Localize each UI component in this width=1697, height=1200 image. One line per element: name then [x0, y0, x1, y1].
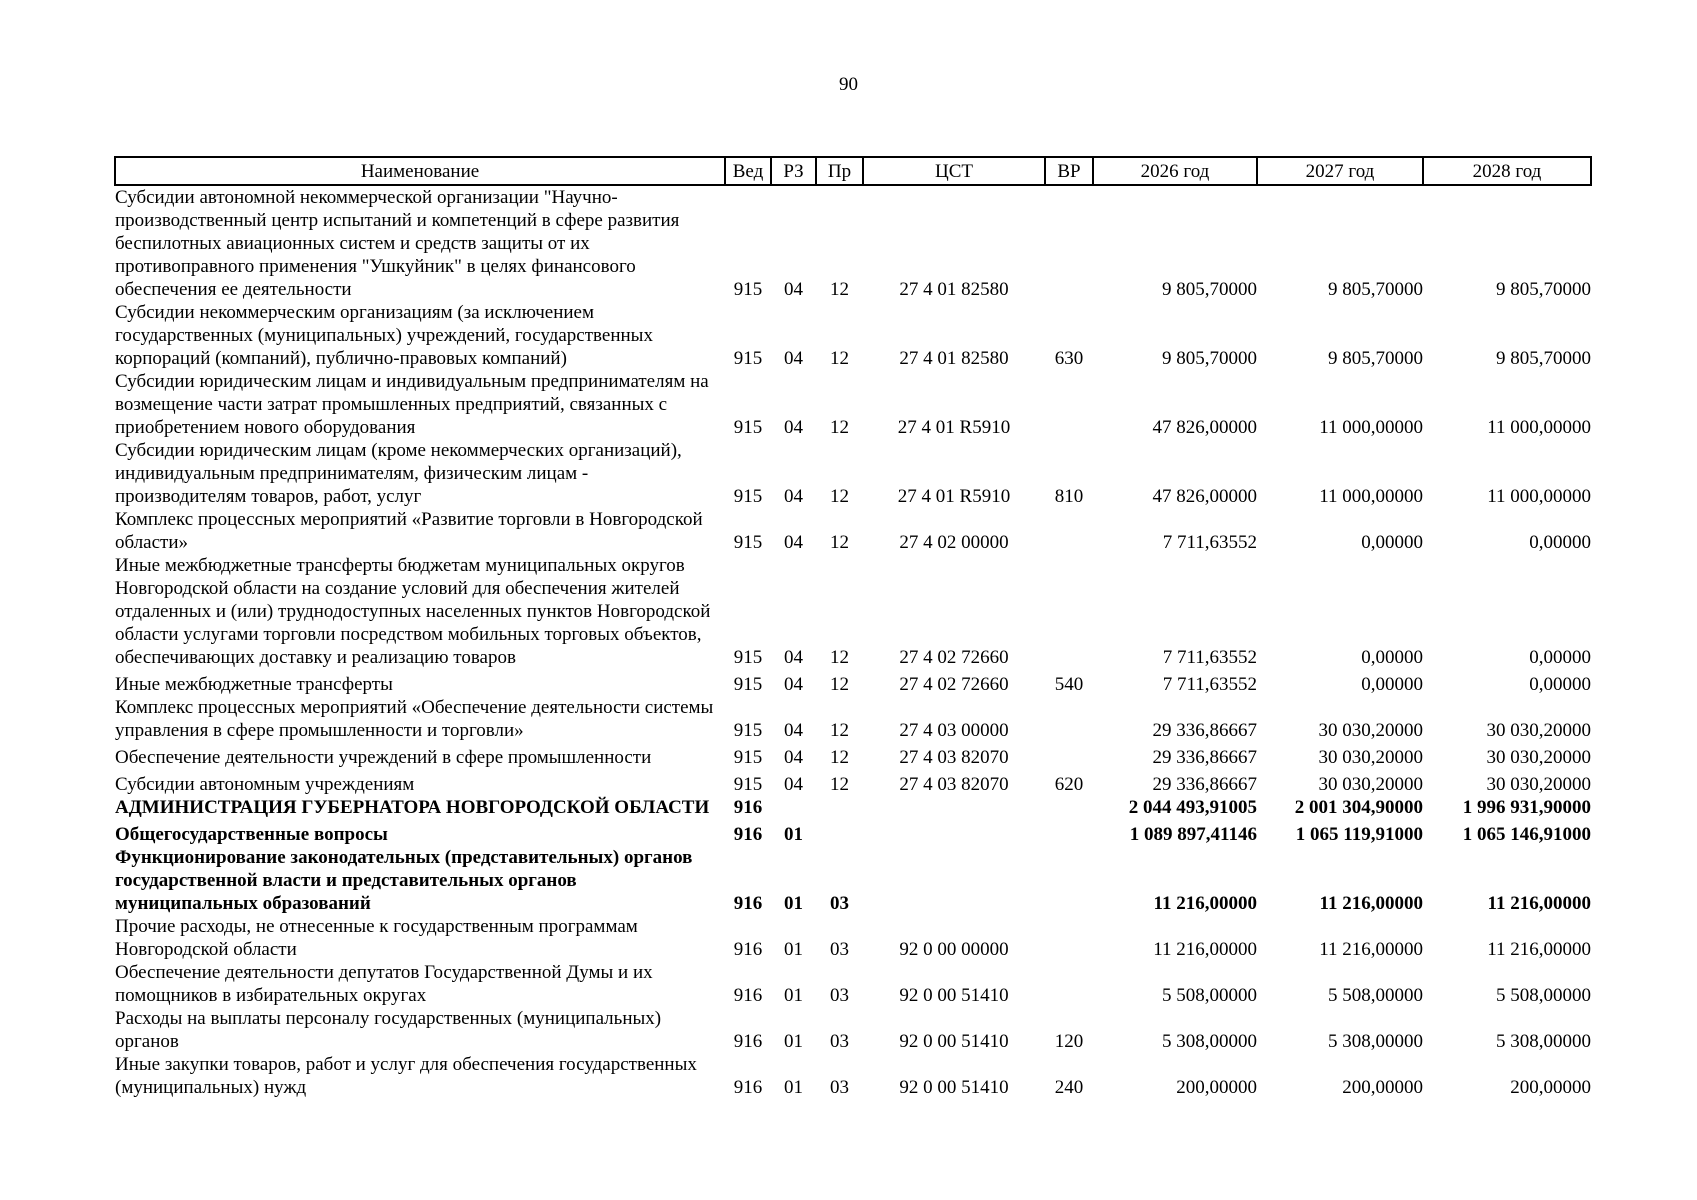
- row-ved: 916: [733, 939, 763, 960]
- row-ved: 916: [733, 1077, 763, 1098]
- row-amount-2027: 2 001 304,90000: [1294, 797, 1423, 818]
- row-amount-2027: 1 065 119,91000: [1295, 824, 1423, 845]
- row-amount-2027: 30 030,20000: [1318, 720, 1423, 741]
- row-ved: 915: [733, 720, 763, 741]
- row-amount-2026: 11 216,00000: [1153, 939, 1257, 960]
- row-amount-2028: 5 508,00000: [1496, 985, 1591, 1006]
- row-vr: [1045, 508, 1093, 554]
- row-rz: 04: [784, 417, 803, 438]
- row-ved: 916: [733, 1031, 763, 1052]
- column-header-2028: 2028 год: [1423, 157, 1591, 185]
- row-rz: 04: [784, 486, 803, 507]
- row-cst: 27 4 03 82070: [899, 747, 1009, 768]
- row-amount-2027: 9 805,70000: [1328, 348, 1423, 369]
- table-row: [115, 846, 1591, 915]
- row-rz: 04: [784, 279, 803, 300]
- row-name: Обеспечение деятельности учреждений в сфере промышленности: [115, 747, 652, 768]
- table-row: [115, 961, 1591, 1007]
- row-rz: 04: [784, 720, 803, 741]
- row-name: Прочие расходы, не отнесенные к государственным программам Новгородской области: [115, 916, 638, 960]
- row-amount-2028: 30 030,20000: [1486, 720, 1591, 741]
- row-name: Субсидии юридическим лицам (кроме некоммерческих организаций), индивидуальным предпринимателям, физическим лицам - производителям товаров, работ, услуг: [115, 440, 682, 507]
- row-rz: 04: [784, 674, 803, 695]
- row-cst: 27 4 01 82580: [899, 348, 1009, 369]
- row-amount-2027: 0,00000: [1361, 674, 1423, 695]
- row-amount-2026: 7 711,63552: [1162, 647, 1257, 668]
- row-ved: 915: [733, 647, 763, 668]
- row-pr: 12: [830, 720, 849, 741]
- row-ved: 916: [733, 824, 763, 845]
- row-pr: 12: [830, 348, 849, 369]
- table-header: [115, 157, 1591, 185]
- row-amount-2028: 30 030,20000: [1486, 774, 1591, 795]
- table-row: [115, 915, 1591, 961]
- row-pr: 03: [830, 893, 849, 914]
- row-amount-2026: 1 089 897,41146: [1129, 824, 1257, 845]
- table-row: [115, 185, 1591, 301]
- row-cst: [863, 846, 1045, 915]
- row-amount-2027: 30 030,20000: [1318, 774, 1423, 795]
- row-amount-2026: 29 336,86667: [1152, 720, 1257, 741]
- row-ved: 915: [733, 486, 763, 507]
- row-amount-2028: 0,00000: [1529, 532, 1591, 553]
- row-vr: [1045, 696, 1093, 742]
- row-vr: [1045, 819, 1093, 846]
- column-header-rz: РЗ: [771, 157, 816, 185]
- row-ved: 915: [733, 348, 763, 369]
- column-header-2026: 2026 год: [1093, 157, 1257, 185]
- row-amount-2026: 2 044 493,91005: [1128, 797, 1257, 818]
- row-amount-2027: 0,00000: [1361, 647, 1423, 668]
- column-header-2027: 2027 год: [1257, 157, 1423, 185]
- row-amount-2027: 11 216,00000: [1319, 893, 1423, 914]
- row-pr: 12: [830, 674, 849, 695]
- row-amount-2028: 5 308,00000: [1496, 1031, 1591, 1052]
- row-cst: 92 0 00 00000: [899, 939, 1009, 960]
- row-vr: [1045, 185, 1093, 301]
- row-name: Субсидии автономной некоммерческой организации "Научно-производственный центр испытаний и компетенций в сфере развития беспилотных авиационных систем и средств защиты от их противоправного применения "Ушкуйник" в целях финансового обеспечения ее деятельности: [115, 187, 680, 300]
- row-rz: 01: [784, 1077, 803, 1098]
- table-row: [115, 769, 1591, 796]
- row-rz: 01: [784, 1031, 803, 1052]
- table-row: [115, 1007, 1591, 1053]
- column-header-vr: ВР: [1045, 157, 1093, 185]
- page-number: 90: [839, 74, 858, 95]
- row-pr: [816, 796, 863, 819]
- row-vr: 540: [1054, 674, 1084, 695]
- table-row: [115, 554, 1591, 669]
- row-amount-2027: 5 508,00000: [1328, 985, 1423, 1006]
- row-vr: [1045, 846, 1093, 915]
- row-cst: 27 4 02 72660: [899, 647, 1009, 668]
- row-amount-2028: 1 996 931,90000: [1462, 797, 1591, 818]
- row-vr: [1045, 915, 1093, 961]
- row-amount-2028: 30 030,20000: [1486, 747, 1591, 768]
- row-cst: 27 4 03 00000: [899, 720, 1009, 741]
- row-amount-2026: 29 336,86667: [1152, 774, 1257, 795]
- row-name: Иные закупки товаров, работ и услуг для обеспечения государственных (муниципальных) нужд: [115, 1054, 697, 1098]
- row-amount-2026: 29 336,86667: [1152, 747, 1257, 768]
- table-row: [115, 742, 1591, 769]
- row-amount-2028: 9 805,70000: [1496, 348, 1591, 369]
- row-rz: 04: [784, 647, 803, 668]
- row-amount-2026: 200,00000: [1176, 1077, 1257, 1098]
- row-pr: 12: [830, 774, 849, 795]
- row-cst: 27 4 03 82070: [899, 774, 1009, 795]
- row-cst: [863, 819, 1045, 846]
- row-vr: [1045, 796, 1093, 819]
- row-name: Иные межбюджетные трансферты бюджетам муниципальных округов Новгородской области на создание условий для обеспечения жителей отдаленных и (или) труднодоступных населенных пунктов Новгородской области услугами торговли посредством мобильных торговых объектов, обеспечивающих доставку и реализацию товаров: [115, 555, 711, 668]
- row-amount-2026: 11 216,00000: [1153, 893, 1257, 914]
- row-name: Комплекс процессных мероприятий «Развитие торговли в Новгородской области»: [115, 509, 703, 553]
- row-name: Субсидии некоммерческим организациям (за исключением государственных (муниципальных) учреждений, государственных корпораций (компаний), публично-правовых компаний): [115, 302, 653, 369]
- row-pr: [816, 819, 863, 846]
- row-vr: [1045, 554, 1093, 669]
- row-amount-2028: 11 216,00000: [1487, 939, 1591, 960]
- row-rz: 04: [784, 774, 803, 795]
- table-body: [115, 185, 1591, 1099]
- row-ved: 915: [733, 279, 763, 300]
- row-ved: 915: [733, 532, 763, 553]
- row-rz: 01: [784, 985, 803, 1006]
- row-cst: [863, 796, 1045, 819]
- row-ved: 916: [733, 893, 763, 914]
- row-vr: 620: [1054, 774, 1084, 795]
- row-vr: [1045, 961, 1093, 1007]
- row-amount-2027: 11 000,00000: [1319, 486, 1423, 507]
- row-amount-2028: 11 000,00000: [1487, 486, 1591, 507]
- row-rz: 04: [784, 747, 803, 768]
- row-rz: 01: [784, 893, 803, 914]
- row-name: Субсидии автономным учреждениям: [115, 774, 415, 795]
- row-amount-2027: 200,00000: [1342, 1077, 1423, 1098]
- table-row: [115, 370, 1591, 439]
- row-pr: 12: [830, 747, 849, 768]
- row-ved: 915: [733, 417, 763, 438]
- row-amount-2027: 5 308,00000: [1328, 1031, 1423, 1052]
- row-rz: 01: [784, 939, 803, 960]
- row-name: Иные межбюджетные трансферты: [115, 674, 393, 695]
- row-vr: [1045, 742, 1093, 769]
- row-rz: 04: [784, 348, 803, 369]
- row-amount-2028: 200,00000: [1510, 1077, 1591, 1098]
- table-row: [115, 796, 1591, 819]
- row-cst: 27 4 01 R5910: [897, 486, 1011, 507]
- row-cst: 92 0 00 51410: [899, 1077, 1009, 1098]
- column-header-ved: Вед: [725, 157, 771, 185]
- row-pr: 12: [830, 279, 849, 300]
- row-amount-2028: 0,00000: [1529, 647, 1591, 668]
- row-amount-2027: 9 805,70000: [1328, 279, 1423, 300]
- row-pr: 12: [830, 647, 849, 668]
- row-vr: 810: [1054, 486, 1084, 507]
- row-name: Расходы на выплаты персоналу государственных (муниципальных) органов: [115, 1008, 662, 1052]
- row-amount-2026: 5 508,00000: [1162, 985, 1257, 1006]
- row-cst: 92 0 00 51410: [899, 1031, 1009, 1052]
- row-name: Комплекс процессных мероприятий «Обеспечение деятельности системы управления в сфере промышленности и торговли»: [115, 697, 714, 741]
- table-row: [115, 1053, 1591, 1099]
- row-pr: 12: [830, 486, 849, 507]
- row-pr: 12: [830, 417, 849, 438]
- row-rz: 01: [784, 824, 803, 845]
- row-amount-2026: 7 711,63552: [1162, 532, 1257, 553]
- row-vr: 630: [1054, 348, 1084, 369]
- row-amount-2026: 9 805,70000: [1162, 279, 1257, 300]
- row-pr: 03: [830, 939, 849, 960]
- row-vr: [1045, 370, 1093, 439]
- row-vr: 240: [1054, 1077, 1084, 1098]
- row-ved: 915: [733, 747, 763, 768]
- row-amount-2028: 0,00000: [1529, 674, 1591, 695]
- row-ved: 915: [733, 674, 763, 695]
- row-cst: 27 4 01 R5910: [897, 417, 1011, 438]
- row-amount-2027: 0,00000: [1361, 532, 1423, 553]
- row-vr: 120: [1054, 1031, 1084, 1052]
- row-amount-2027: 11 216,00000: [1319, 939, 1423, 960]
- row-amount-2026: 5 308,00000: [1162, 1031, 1257, 1052]
- row-ved: 916: [733, 985, 763, 1006]
- row-name: АДМИНИСТРАЦИЯ ГУБЕРНАТОРА НОВГОРОДСКОЙ ОБЛАСТИ: [115, 797, 710, 818]
- row-pr: 03: [830, 1031, 849, 1052]
- row-name: Общегосударственные вопросы: [115, 824, 388, 845]
- table-row: [115, 301, 1591, 370]
- row-pr: 12: [830, 532, 849, 553]
- row-name: Субсидии юридическим лицам и индивидуальным предпринимателям на возмещение части затрат промышленных предприятий, связанных с приобретением нового оборудования: [115, 371, 709, 438]
- row-ved: 915: [733, 774, 763, 795]
- row-amount-2028: 11 000,00000: [1487, 417, 1591, 438]
- row-name: Обеспечение деятельности депутатов Государственной Думы и их помощников в избирательных округах: [115, 962, 653, 1006]
- table-row: [115, 669, 1591, 696]
- row-rz: 04: [784, 532, 803, 553]
- row-cst: 27 4 02 72660: [899, 674, 1009, 695]
- row-amount-2027: 30 030,20000: [1318, 747, 1423, 768]
- row-pr: 03: [830, 1077, 849, 1098]
- row-amount-2026: 7 711,63552: [1162, 674, 1257, 695]
- budget-table: [114, 156, 1592, 1099]
- row-pr: 03: [830, 985, 849, 1006]
- table-row: [115, 508, 1591, 554]
- row-cst: 92 0 00 51410: [899, 985, 1009, 1006]
- row-amount-2026: 9 805,70000: [1162, 348, 1257, 369]
- column-header-name: Наименование: [115, 157, 725, 185]
- row-name: Функционирование законодательных (представительных) органов государственной власти и представительных органов муниципальных образований: [115, 847, 693, 914]
- column-header-pr: Пр: [816, 157, 863, 185]
- row-amount-2028: 1 065 146,91000: [1462, 824, 1591, 845]
- row-amount-2026: 47 826,00000: [1152, 417, 1257, 438]
- row-ved: 916: [733, 797, 763, 818]
- row-amount-2027: 11 000,00000: [1319, 417, 1423, 438]
- table-row: [115, 439, 1591, 508]
- row-amount-2028: 9 805,70000: [1496, 279, 1591, 300]
- column-header-cst: ЦСТ: [863, 157, 1045, 185]
- row-rz: [771, 796, 816, 819]
- table-row: [115, 696, 1591, 742]
- row-amount-2026: 47 826,00000: [1152, 486, 1257, 507]
- row-cst: 27 4 01 82580: [899, 279, 1009, 300]
- table-row: [115, 819, 1591, 846]
- row-amount-2028: 11 216,00000: [1487, 893, 1591, 914]
- row-cst: 27 4 02 00000: [899, 532, 1009, 553]
